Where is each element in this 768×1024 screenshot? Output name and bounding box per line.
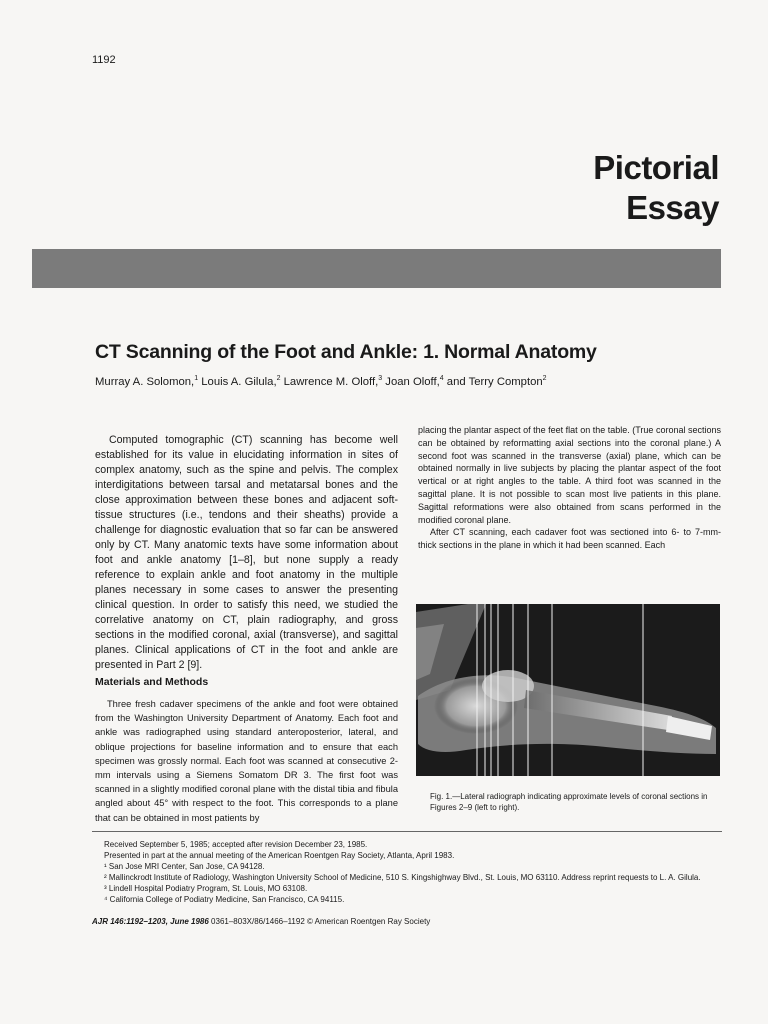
author-affiliation: 4: [439, 375, 444, 382]
affiliation-1: ¹ San Jose MRI Center, San Jose, CA 94128.: [104, 862, 265, 871]
author-affiliation: 1: [194, 375, 199, 382]
section-title-line1: Pictorial: [593, 149, 719, 186]
author-affiliation: 2: [276, 375, 281, 382]
right-column-text: [418, 424, 721, 552]
author-name: and Terry Compton: [443, 375, 543, 388]
intro-section: [95, 433, 398, 673]
footnotes: [92, 839, 722, 905]
figure-caption: Fig. 1.—Lateral radiograph indicating approximate levels of coronal sections in Figures 2–9 (left to right).: [430, 792, 708, 812]
author-name: Louis A. Gilula,: [198, 375, 277, 388]
section-title-line2: Essay: [626, 189, 719, 226]
author-name: Lawrence M. Oloff,: [280, 375, 379, 388]
affiliation-3: ³ Lindell Hospital Podiatry Program, St. Louis, MO 63108.: [104, 884, 308, 893]
article-title: CT Scanning of the Foot and Ankle: 1. Normal Anatomy: [95, 341, 597, 363]
header-band: [32, 249, 721, 288]
author-name: Murray A. Solomon,: [95, 375, 195, 388]
page-number: 1192: [92, 54, 116, 66]
methods-section: [95, 697, 398, 825]
issn-copyright: 0361–803X/86/1466–1192 © American Roentgen Ray Society: [208, 917, 431, 926]
author-affiliation: 3: [378, 375, 383, 382]
intro-paragraph: Computed tomographic (CT) scanning has become well established for its value in elucidating information in sites of complex anatomy, such as the spine and pelvis. The complex interdigitations between tarsal and metatarsal bones and the close approximation between these bones and adjacent soft-tissue structures (i.e., tendons and their sheaths) provide a challenge for diagnostic evaluation that so far can be answered only by CT. Many anatomic texts have some information about foot and ankle anatomy [1–8], but none supply a ready reference to explain ankle and foot anatomy in the multiple planes necessary in some cases to answer the presenting clinical question. In order to satisfy this need, we studied the correlative anatomy on CT, plain radiography, and gross sections in the modified coronal, axial (transverse), and sagittal planes. Clinical applications of CT in the foot and ankle are presented in Part 2 [9].: [95, 434, 398, 671]
right-paragraph-2: After CT scanning, each cadaver foot was sectioned into 6- to 7-mm-thick sections in the plane in which it had been scanned. Each: [418, 527, 721, 551]
author-affiliation: 2: [542, 375, 547, 382]
section-title: [593, 148, 719, 228]
affiliation-2: ² Mallinckrodt Institute of Radiology, Washington University School of Medicine, 510 S. Kingshighway Blvd., St. Louis, MO 63110. Address reprint requests to L. A. Gilula.: [104, 873, 701, 882]
footnote-divider: [92, 831, 722, 832]
right-paragraph-1: placing the plantar aspect of the feet flat on the table. (True coronal sections can be obtained by reformatting axial sections into the coronal plane.) A second foot was scanned in the transverse (axial) plane, which can be obtained normally in live subjects by placing the plantar aspect of the foot vertical or at right angles to the table. A third foot was scanned in the sagittal plane. It is not possible to scan most live patients in this plane. Sagittal reformations were also obtained from scans performed in the modified coronal plane.: [418, 425, 721, 525]
presented-note: Presented in part at the annual meeting of the American Roentgen Ray Society, Atlanta, April 1983.: [104, 851, 455, 860]
author-list: [95, 375, 547, 388]
journal-ref: AJR 146:1192–1203, June 1986: [92, 917, 209, 926]
affiliation-4: ⁴ California College of Podiatry Medicine, San Francisco, CA 94115.: [104, 895, 345, 904]
journal-citation: [92, 917, 430, 926]
figure-1-radiograph: [416, 604, 720, 776]
author-name: Joan Oloff,: [382, 375, 440, 388]
methods-heading: Materials and Methods: [95, 676, 209, 688]
methods-paragraph: Three fresh cadaver specimens of the ankle and foot were obtained from the Washington University Department of Anatomy. Each foot and ankle was radiographed using standard anteroposterior, lateral, and oblique projections for baseline information and to ensure that each specimen was grossly normal. Each foot was scanned at consecutive 2-mm intervals using a Siemens Somatom DR 3. The first foot was scanned in a slightly modified coronal plane with the distal tibia and fibula angled about 45° with respect to the foot. This corresponds to a plane that can be obtained in most patients by: [95, 699, 398, 823]
received-note: Received September 5, 1985; accepted after revision December 23, 1985.: [104, 840, 368, 849]
